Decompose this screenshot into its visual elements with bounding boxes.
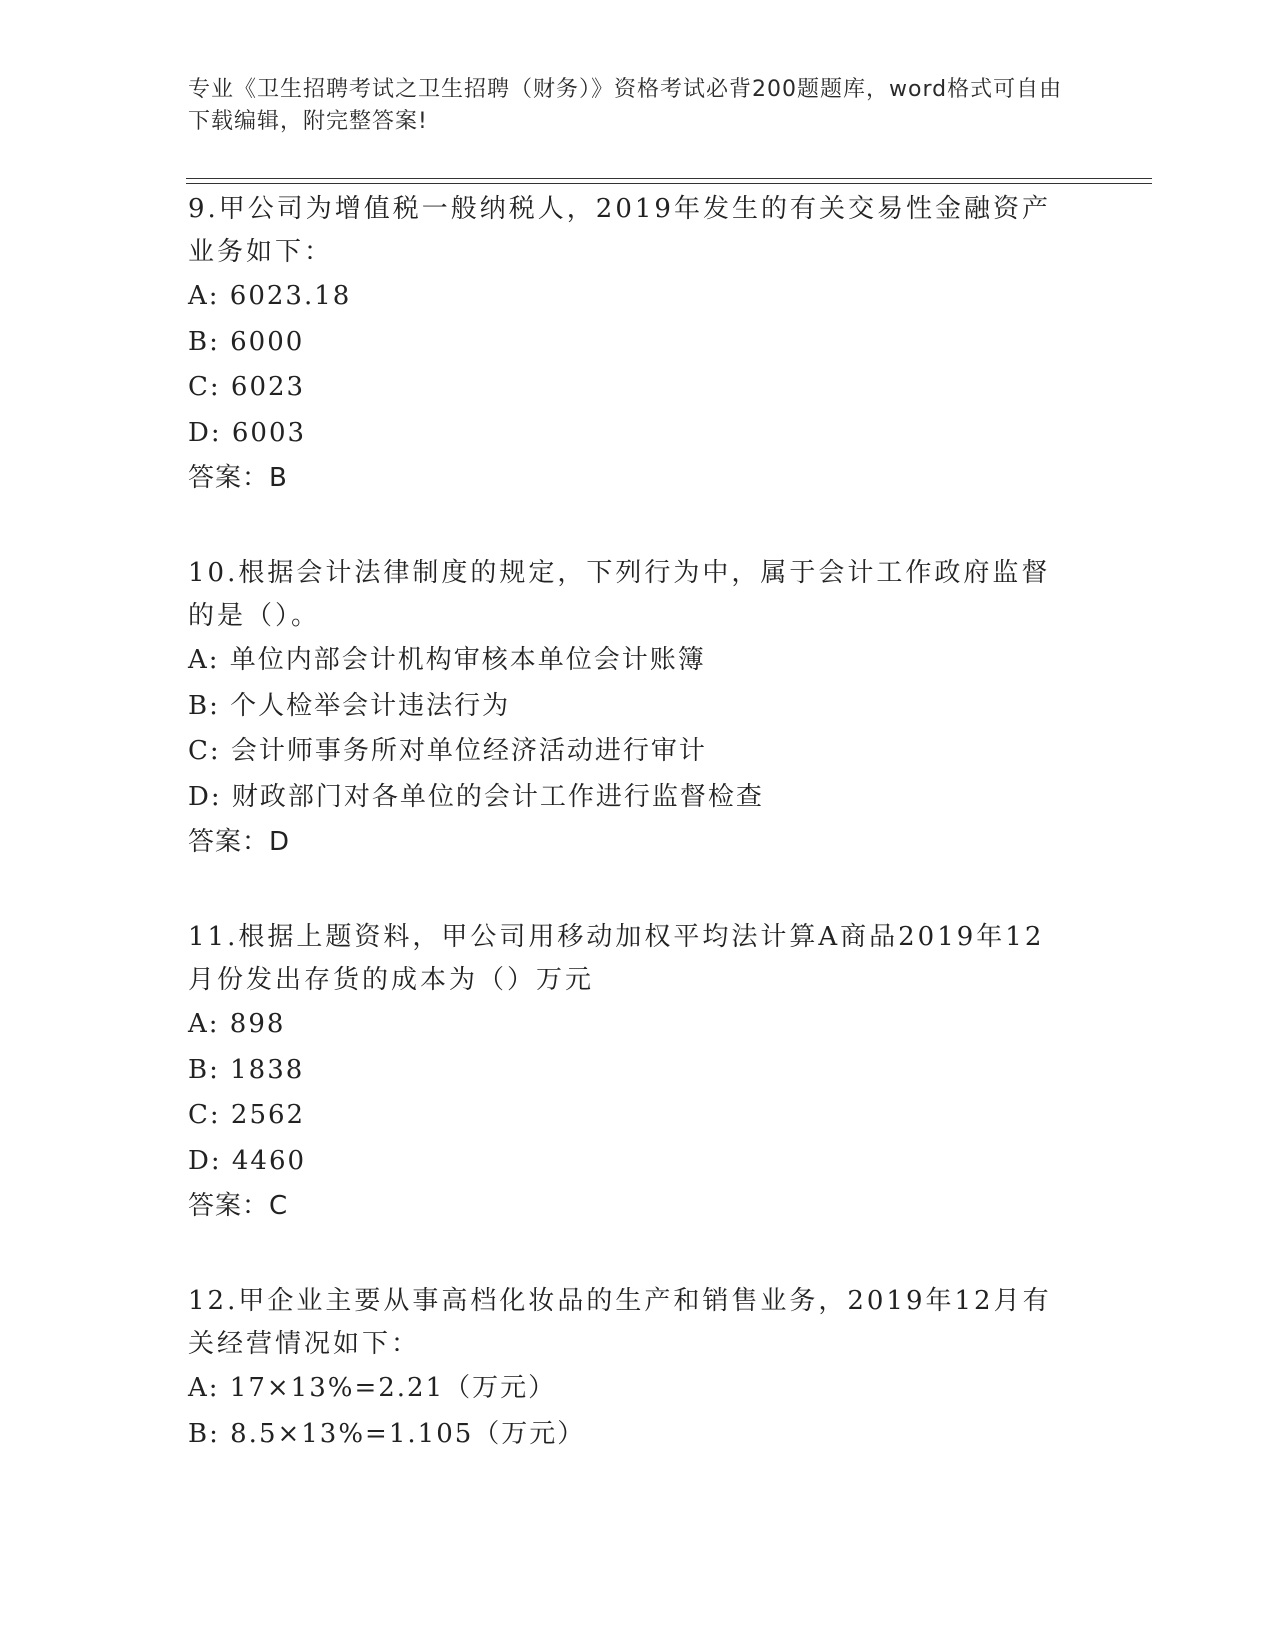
- option-a: A: 单位内部会计机构审核本单位会计账簿: [188, 645, 706, 675]
- header-divider-line-second: [186, 183, 1152, 184]
- document-header: 专业《卫生招聘考试之卫生招聘（财务）》资格考试必背200题题库，word格式可自由下载编辑，附完整答案!: [188, 77, 1063, 134]
- option-d: D: 财政部门对各单位的会计工作进行监督检查: [188, 781, 764, 812]
- question-9: [188, 188, 1068, 500]
- question-stem: 11.根据上题资料，甲公司用移动加权平均法计算A商品2019年12月份发出存货的成本为（）万元: [188, 922, 1045, 995]
- question-11: [188, 916, 1068, 1228]
- option-d: D: 6003: [188, 417, 307, 448]
- option-b: B: 8.5×13%=1.105（万元）: [188, 1418, 586, 1449]
- option-c: C: 6023: [188, 372, 306, 402]
- option-c: C: 2562: [188, 1100, 306, 1130]
- answer-label: 答案：B: [188, 463, 288, 493]
- answer-label: 答案：C: [188, 1191, 289, 1221]
- option-b: B: 个人检举会计违法行为: [188, 690, 511, 721]
- option-b: B: 6000: [188, 326, 305, 357]
- question-stem: 10.根据会计法律制度的规定，下列行为中，属于会计工作政府监督的是（）。: [188, 558, 1051, 631]
- header-divider-line: [186, 178, 1152, 179]
- option-b: B: 1838: [188, 1054, 305, 1085]
- question-12: [188, 1280, 1068, 1457]
- option-a: A: 6023.18: [188, 281, 352, 311]
- question-stem: 9.甲公司为增值税一般纳税人，2019年发生的有关交易性金融资产业务如下：: [188, 194, 1051, 267]
- question-10: [188, 552, 1068, 864]
- option-c: C: 会计师事务所对单位经济活动进行审计: [188, 736, 707, 766]
- option-a: A: 17×13%=2.21（万元）: [188, 1373, 557, 1403]
- option-a: A: 898: [188, 1009, 286, 1039]
- answer-label: 答案：D: [188, 827, 291, 857]
- option-d: D: 4460: [188, 1145, 307, 1176]
- question-stem: 12.甲企业主要从事高档化妆品的生产和销售业务，2019年12月有关经营情况如下：: [188, 1286, 1052, 1359]
